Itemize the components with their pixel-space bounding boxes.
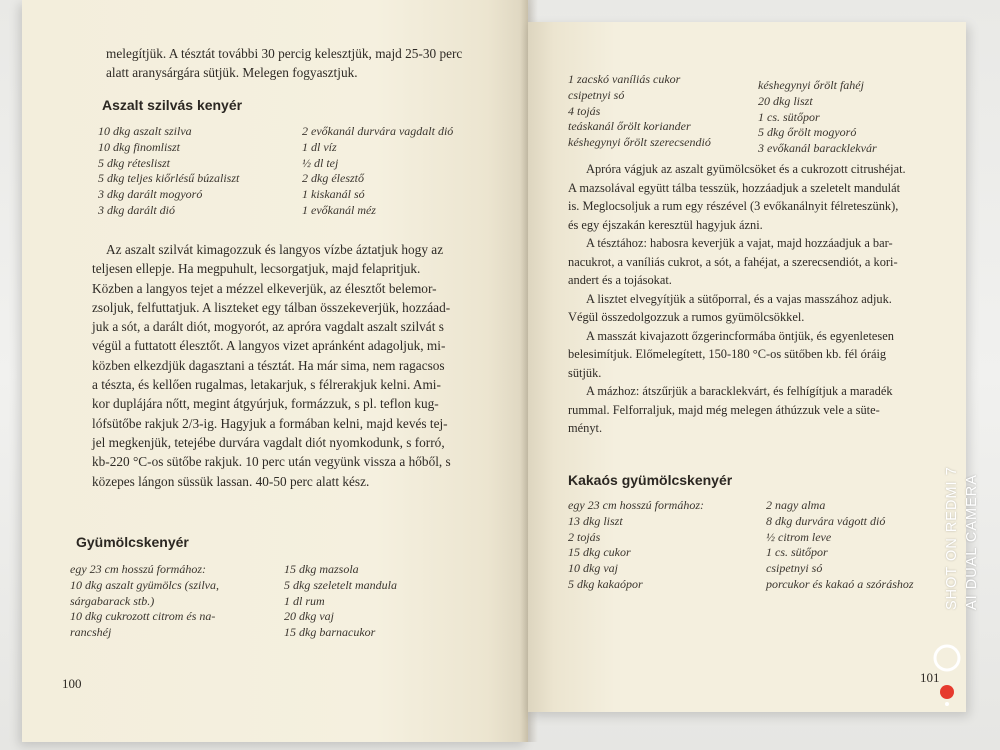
method-line: A mazsolával együtt tálba tesszük, hozzáadjuk a szeletelt mandulát	[568, 180, 901, 195]
ingredient: egy 23 cm hosszú formához:	[568, 498, 704, 512]
method-line: lófsütőbe rakjuk 2/3-ig. Hagyjuk a formában kelni, majd kevés tej-	[92, 415, 448, 431]
method-line: A mázhoz: átszűrjük a baracklekvárt, és felhígítjuk a maradék	[586, 384, 893, 398]
method-line: kb-220 °C-os sütőbe rakjuk. 10 perc után vegyünk vissza a hőből, s	[92, 454, 451, 470]
ingredient: 5 dkg szeletelt mandula	[284, 577, 397, 592]
ingredient: 10 dkg vaj	[568, 561, 618, 576]
method-line: teljesen ellepje. Ha megpuhult, lecsorgatjuk, majd felapritjuk.	[92, 261, 421, 277]
ingredient: 13 dkg liszt	[568, 513, 623, 528]
ingredient: 15 dkg mazsola	[284, 562, 359, 576]
ingredients-column	[302, 124, 453, 219]
ingredient: porcukor és kakaó a szóráshoz	[766, 576, 914, 591]
method-line: A masszát kivajazott őzgerincformába öntjük, és egyenletesen	[586, 328, 894, 343]
method-line: sütjük.	[568, 365, 602, 380]
intro-line: alatt aranysárgára sütjük. Melegen fogyasztjuk.	[106, 65, 358, 81]
method-line: közben elkezdjük dagasztani a tésztát. Ha már sima, nem ragacsos	[92, 357, 445, 373]
recipe-title: Kakaós gyümölcskenyér	[568, 472, 733, 488]
ingredient: 8 dkg durvára vágott dió	[766, 513, 886, 528]
method-line: A tésztához: habosra keverjük a vajat, majd hozzáadjuk a bar-	[586, 236, 893, 250]
ingredient: 1 cs. sütőpor	[766, 545, 828, 560]
camera-watermark	[942, 466, 982, 610]
method-line: zsoljuk, felfuttatjuk. A liszteket egy tálban összekeverjük, hozzáad-	[92, 299, 451, 315]
ingredient: 1 dl rum	[284, 593, 325, 608]
ingredient: 3 evőkanál baracklekvár	[758, 141, 877, 156]
method-line: juk a sót, a darált diót, mogyorót, az apróra vagdalt aszalt szilvát s	[92, 319, 444, 335]
ingredient: 2 nagy alma	[766, 498, 826, 512]
method-line: a tészta, és kellően rugalmas, letakarjuk, s félrerakjuk kelni. Ami-	[92, 377, 441, 393]
method-line: belesimítjuk. Előmelegített, 150-180 °C-os sütőben kb. fél óráig	[568, 347, 887, 361]
ingredient: 1 cs. sütőpor	[758, 109, 820, 124]
right-page	[528, 22, 966, 712]
ingredient: késhegynyi őrölt szerecsendió	[568, 135, 711, 150]
ingredients-column	[98, 124, 239, 219]
ingredients-column	[568, 72, 711, 151]
ingredient: 3 dkg darált mogyoró	[98, 187, 203, 202]
recipe-title: Gyümölcskenyér	[76, 534, 189, 550]
intro-text	[106, 44, 506, 83]
ingredient: 1 zacskó vaníliás cukor	[568, 72, 681, 86]
method-line: jel megkenjük, tetejébe durvára vagdalt diót nyomkodunk, s forró,	[92, 434, 445, 450]
ingredient: 1 kiskanál só	[302, 187, 365, 202]
method-line: is. Meglocsoljuk a rum egy részével (3 evőkanálnyit félreteszünk),	[568, 199, 899, 213]
method-line: Apróra vágjuk az aszalt gyümölcsöket és a cukrozott citrushéjat.	[586, 162, 906, 176]
method-line: ményt.	[568, 421, 603, 435]
ingredient: 5 dkg teljes kiőrlésű búzaliszt	[98, 171, 240, 186]
method-line: nacukrot, a vaníliás cukrot, a sót, a fahéjat, a szerecsendiót, a kori-	[568, 254, 898, 269]
ingredient: 10 dkg aszalt gyümölcs (szilva,	[70, 577, 219, 592]
ingredient: 2 dkg élesztő	[302, 171, 364, 186]
ingredient: 20 dkg vaj	[284, 609, 334, 624]
ingredient: rancshéj	[70, 625, 112, 640]
page-number: 101	[920, 670, 940, 685]
method-line: kor duplájára nőtt, megint átgyúrjuk, formázzuk, s pl. teflon kug-	[92, 396, 439, 412]
ingredient: ½ dl tej	[302, 155, 339, 170]
ingredient: teáskanál őrölt koriander	[568, 119, 691, 134]
ingredient: 1 evőkanál méz	[302, 202, 376, 217]
ingredient: 1 dl víz	[302, 139, 337, 154]
ingredient: 2 tojás	[568, 529, 601, 544]
page-number: 100	[62, 676, 82, 691]
ingredient: 4 tojás	[568, 103, 601, 118]
ingredient: késhegynyi őrölt fahéj	[758, 78, 864, 92]
method-line: andert és a tojásokat.	[568, 273, 672, 287]
method-line: közepes lángon süssük lassan. 40-50 perc alatt kész.	[92, 473, 370, 489]
ingredient: csipetnyi só	[568, 87, 625, 102]
ingredients-column	[70, 562, 219, 641]
ingredient: 2 evőkanál durvára vagdalt dió	[302, 124, 454, 138]
left-page	[22, 0, 528, 742]
method-line: A lisztet elvegyítjük a sütőporral, és a vajas masszához adjuk.	[586, 291, 892, 306]
camera-logo-icon	[930, 642, 964, 712]
method-line: és egy éjszakán keresztül hagyjuk ázni.	[568, 217, 763, 232]
recipe-method	[92, 240, 506, 491]
intro-line: melegítjük. A tésztát további 30 percig kelesztjük, majd 25-30 perc	[106, 46, 463, 61]
method-line: Közben a langyos tejet a mézzel elkeverjük, az élesztőt belemor-	[92, 280, 437, 296]
ingredient: 3 dkg darált dió	[98, 202, 175, 217]
watermark-line: SHOT ON REDMI 7	[944, 466, 960, 610]
ingredient: 10 dkg finomliszt	[98, 139, 181, 154]
method-line: Végül összedolgozzuk a rumos gyümölcsökkel.	[568, 310, 805, 324]
ingredient: 10 dkg cukrozott citrom és na-	[70, 609, 216, 624]
ingredient: 5 dkg rétesliszt	[98, 155, 170, 170]
ingredients-column	[568, 498, 704, 593]
ingredients-column	[758, 78, 877, 157]
ingredients-column	[284, 562, 397, 641]
ingredient: 10 dkg aszalt szilva	[98, 124, 192, 138]
method-line: végül a futtatott élesztőt. A langyos vizet apránként adagoljuk, mi-	[92, 338, 446, 354]
ingredients-column	[766, 498, 914, 593]
ingredient: egy 23 cm hosszú formához:	[70, 562, 206, 576]
recipe-title: Aszalt szilvás kenyér	[102, 97, 243, 113]
watermark-line: AI DUAL CAMERA	[964, 474, 980, 610]
ingredient: 15 dkg cukor	[568, 545, 631, 560]
method-line: rummal. Felforraljuk, majd még melegen áthúzzuk vele a süte-	[568, 402, 880, 417]
ingredient: csipetnyi só	[766, 561, 823, 576]
ingredient: 5 dkg őrölt mogyoró	[758, 125, 857, 140]
ingredient: ½ citrom leve	[766, 529, 832, 544]
method-line: Az aszalt szilvát kimagozzuk és langyos vízbe áztatjuk hogy az	[106, 242, 444, 257]
ingredient: 20 dkg liszt	[758, 93, 813, 108]
recipe-method	[568, 160, 950, 438]
ingredient: sárgabarack stb.)	[70, 593, 155, 608]
ingredient: 5 dkg kakaópor	[568, 576, 643, 591]
ingredient: 15 dkg barnacukor	[284, 625, 376, 640]
